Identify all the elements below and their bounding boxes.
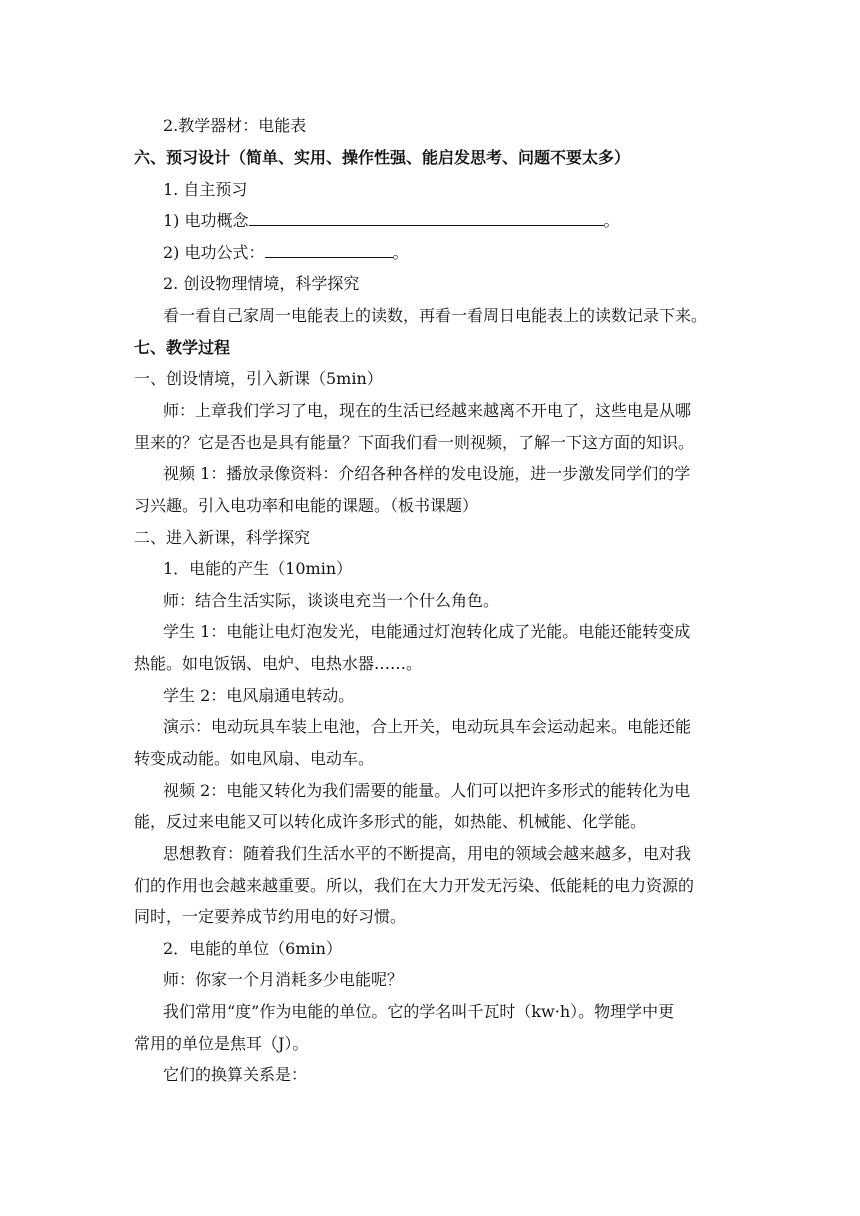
paragraph-line: 们的作用也会越来越重要。所以，我们在大力开发无污染、低能耗的电力资源的 — [134, 876, 695, 895]
paragraph-line: 学生 2：电风扇通电转动。 — [163, 686, 355, 705]
paragraph-line: 师：结合生活实际，谈谈电充当一个什么角色。 — [163, 591, 500, 610]
part-two-heading: 二、进入新课，科学探究 — [134, 528, 311, 547]
subsection-heading: 2．电能的单位（6min） — [163, 939, 342, 958]
formula-line — [163, 243, 409, 263]
paragraph-line: 师：你家一个月消耗多少电能呢？ — [163, 970, 404, 989]
concept-line — [163, 211, 620, 231]
concept-blank[interactable] — [249, 211, 604, 226]
meter-task-line: 看一看自己家周一电能表上的读数，再看一看周日电能表上的读数记录下来。 — [163, 306, 708, 325]
formula-blank[interactable] — [265, 243, 393, 258]
teaching-equipment-line: 2.教学器材：电能表 — [163, 116, 307, 135]
paragraph-line: 常用的单位是焦耳（J）。 — [134, 1034, 309, 1053]
part-one-heading: 一、创设情境，引入新课（5min） — [134, 369, 383, 388]
concept-end: 。 — [603, 211, 620, 230]
paragraph-line: 热能。如电饭锅、电炉、电热水器……。 — [134, 654, 423, 673]
paragraph-line: 视频 2：电能又转化为我们需要的能量。人们可以把许多形式的能转化为电 — [163, 781, 691, 800]
formula-end: 。 — [392, 243, 409, 262]
paragraph-line: 思想教育：随着我们生活水平的不断提高，用电的领域会越来越多，电对我 — [163, 844, 692, 863]
paragraph-line: 里来的？它是否也是具有能量？下面我们看一则视频，了解一下这方面的知识。 — [134, 433, 695, 452]
section-seven-heading: 七、教学过程 — [134, 338, 231, 357]
paragraph-line: 视频 1：播放录像资料：介绍各种各样的发电设施，进一步激发同学们的学 — [163, 464, 691, 483]
paragraph-line: 我们常用“度”作为电能的单位。它的学名叫千瓦时（kw·h）。物理学中更 — [163, 1002, 675, 1021]
paragraph-line: 师：上章我们学习了电，现在的生活已经越来越离不开电了，这些电是从哪 — [163, 401, 692, 420]
section-six-heading: 六、预习设计（简单、实用、操作性强、能启发思考、问题不要太多） — [134, 148, 631, 167]
subsection-heading: 1．电能的产生（10min） — [163, 559, 353, 578]
paragraph-line: 学生 1：电能让电灯泡发光，电能通过灯泡转化成了光能。电能还能转变成 — [163, 622, 691, 641]
formula-label: 2) 电功公式： — [163, 243, 265, 262]
create-situation-line: 2. 创设物理情境，科学探究 — [163, 274, 360, 293]
paragraph-line: 它们的换算关系是： — [163, 1065, 308, 1084]
paragraph-line: 同时，一定要养成节约用电的好习惯。 — [134, 907, 407, 926]
paragraph-line: 演示：电动玩具车装上电池，合上开关，电动玩具车会运动起来。电能还能 — [163, 717, 692, 736]
self-preview-line: 1. 自主预习 — [163, 180, 248, 199]
paragraph-line: 能，反过来电能又可以转化成许多形式的能，如热能、机械能、化学能。 — [134, 812, 647, 831]
paragraph-line: 转变成动能。如电风扇、电动车。 — [134, 749, 375, 768]
paragraph-line: 习兴趣。引入电功率和电能的课题。（板书课题） — [134, 496, 479, 515]
concept-label: 1) 电功概念 — [163, 211, 249, 230]
